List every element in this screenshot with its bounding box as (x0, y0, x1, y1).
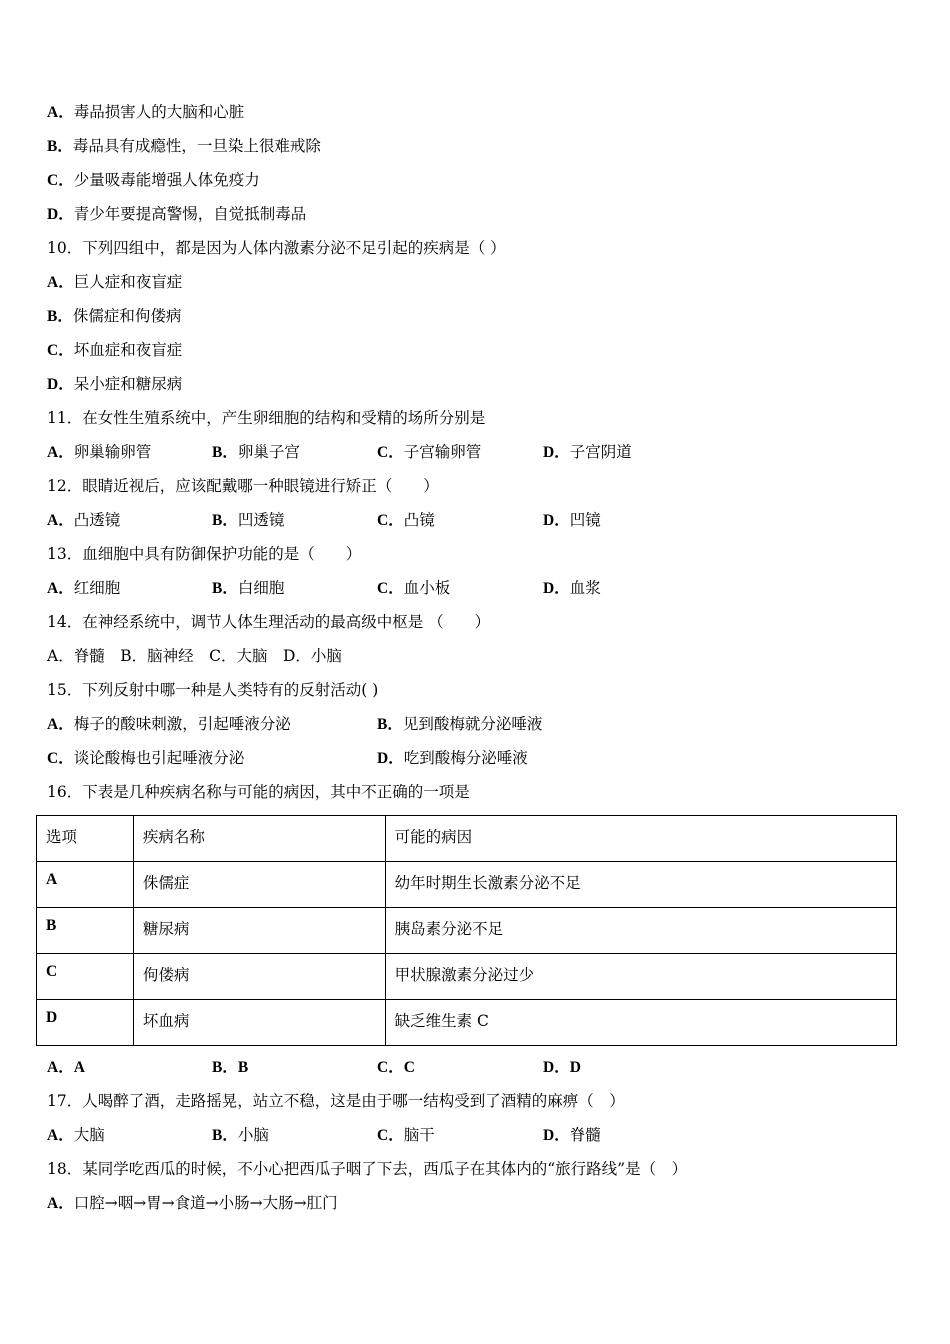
q12-option-c: C．凸镜 (377, 511, 435, 529)
q10-stem: 10．下列四组中，都是因为人体内激素分泌不足引起的疾病是（ ） (47, 239, 506, 257)
option-letter: B． (47, 138, 73, 155)
table-header-cell: 疾病名称 (133, 816, 385, 862)
disease-table (36, 815, 897, 1046)
table-header-cell: 选项 (37, 816, 134, 862)
option-letter: C． (47, 342, 74, 359)
option-text: 少量吸毒能增强人体免疫力 (73, 171, 260, 189)
q11-option-c: C．子宫输卵管 (377, 443, 482, 461)
q17-option-d: D．脊髓 (543, 1126, 601, 1144)
q15-stem: 15．下列反射中哪一种是人类特有的反射活动( ) (47, 681, 379, 699)
q12-stem: 12．眼睛近视后，应该配戴哪一种眼镜进行矫正（ ） (47, 477, 439, 495)
option-text: 坏血症和夜盲症 (73, 341, 183, 359)
q11-option-a: A．卵巢输卵管 (47, 443, 152, 461)
table-cell: D (37, 1000, 134, 1046)
table-cell: A (37, 862, 134, 908)
q16-option-a: A．A (47, 1059, 85, 1076)
q11-stem: 11．在女性生殖系统中，产生卵细胞的结构和受精的场所分别是 (47, 409, 486, 427)
option-letter: A． (47, 1195, 74, 1212)
q13-stem: 13．血细胞中具有防御保护功能的是（ ） (47, 545, 362, 563)
option-text: 侏儒症和佝偻病 (72, 307, 182, 325)
table-cell: 糖尿病 (133, 908, 385, 954)
q9-option-d (47, 203, 306, 225)
option-text: 口腔→咽→胃→食道→小肠→大肠→肛门 (73, 1194, 338, 1212)
option-letter: D． (47, 376, 74, 393)
q9-option-a (47, 101, 244, 123)
table-cell: 缺乏维生素 C (385, 1000, 896, 1046)
q11-option-d: D．子宫阴道 (543, 443, 632, 461)
q15-option-b: B．见到酸梅就分泌唾液 (377, 715, 543, 733)
option-letter: D． (47, 206, 74, 223)
q17-stem: 17．人喝醉了酒，走路摇晃，站立不稳，这是由于哪一结构受到了酒精的麻痹（ ） (47, 1092, 625, 1110)
q12-option-d: D．凹镜 (543, 511, 601, 529)
option-letter: A． (47, 104, 74, 121)
option-text: 青少年要提高警惕，自觉抵制毒品 (73, 205, 307, 223)
table-header-row (37, 816, 897, 862)
q10-option-a (47, 271, 182, 293)
q15-option-a: A．梅子的酸味刺激，引起唾液分泌 (47, 715, 291, 733)
option-text: 巨人症和夜盲症 (73, 273, 183, 291)
q14-stem: 14．在神经系统中，调节人体生理活动的最高级中枢是 （ ） (47, 613, 491, 631)
option-letter: C． (47, 172, 74, 189)
q13-option-b: B．白细胞 (212, 579, 285, 597)
table-cell: 侏儒症 (133, 862, 385, 908)
table-cell: 胰岛素分泌不足 (385, 908, 896, 954)
q13-option-c: C．血小板 (377, 579, 451, 597)
table-row (37, 1000, 897, 1046)
q13-option-a: A．红细胞 (47, 579, 121, 597)
option-letter: B． (47, 308, 73, 325)
q10-option-b (47, 305, 181, 327)
table-row (37, 908, 897, 954)
table-cell: 坏血病 (133, 1000, 385, 1046)
q14-options: A．脊髓 B．脑神经 C．大脑 D．小脑 (47, 647, 342, 665)
option-letter: A． (47, 274, 74, 291)
q9-option-c (47, 169, 260, 191)
table-cell: 甲状腺激素分泌过少 (385, 954, 896, 1000)
q17-option-a: A．大脑 (47, 1126, 105, 1144)
table-row (37, 862, 897, 908)
table-cell: 幼年时期生长激素分泌不足 (385, 862, 896, 908)
q17-option-c: C．脑干 (377, 1126, 435, 1144)
table-header-cell: 可能的病因 (385, 816, 896, 862)
q16-option-d: D．D (543, 1059, 581, 1076)
q9-option-b (47, 135, 321, 157)
q16-stem: 16．下表是几种疾病名称与可能的病因，其中不正确的一项是 (47, 783, 470, 801)
q15-option-c: C．谈论酸梅也引起唾液分泌 (47, 749, 245, 767)
q10-option-c (47, 339, 182, 361)
q18-option-a (47, 1192, 338, 1214)
table-row (37, 954, 897, 1000)
q11-option-b: B．卵巢子宫 (212, 443, 300, 461)
table-cell: B (37, 908, 134, 954)
q12-option-b: B．凹透镜 (212, 511, 285, 529)
table-cell: C (37, 954, 134, 1000)
q18-stem: 18．某同学吃西瓜的时候，不小心把西瓜子咽了下去，西瓜子在其体内的“旅行路线”是（ ） (47, 1160, 688, 1178)
q16-option-b: B．B (212, 1059, 249, 1076)
q17-option-b: B．小脑 (212, 1126, 269, 1144)
q15-option-d: D．吃到酸梅分泌唾液 (377, 749, 528, 767)
q12-option-a: A．凸透镜 (47, 511, 121, 529)
q10-option-d (47, 373, 182, 395)
table-cell: 佝偻病 (133, 954, 385, 1000)
option-text: 毒品损害人的大脑和心脏 (73, 103, 245, 121)
q13-option-d: D．血浆 (543, 579, 601, 597)
q16-option-c: C．C (377, 1059, 415, 1076)
option-text: 毒品具有成瘾性，一旦染上很难戒除 (72, 137, 321, 155)
option-text: 呆小症和糖尿病 (73, 375, 183, 393)
